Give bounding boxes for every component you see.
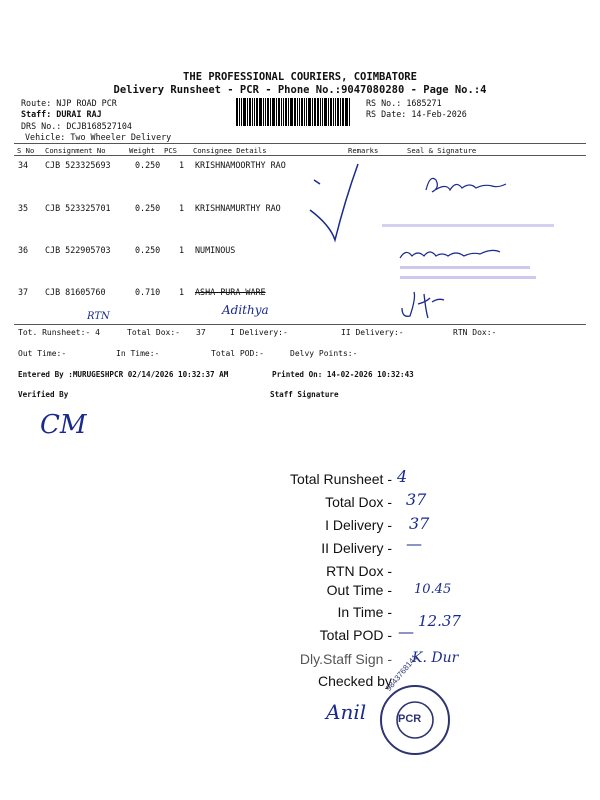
barcode-bar: [342, 98, 344, 126]
barcode-bar: [288, 98, 289, 126]
barcode-bar: [249, 98, 251, 126]
col-pcs: PCS: [164, 146, 177, 155]
row-36-sno: 36: [18, 245, 29, 255]
barcode-bar: [272, 98, 275, 126]
sum-checked-by-label: Checked by: [318, 673, 392, 689]
barcode-bar: [239, 98, 240, 126]
signature-row-37-icon: [396, 288, 456, 324]
sum-in-time-label: In Time -: [337, 604, 392, 620]
row-34-sno: 34: [18, 160, 29, 170]
row-37-sno: 37: [18, 287, 29, 297]
barcode-bar: [241, 98, 242, 126]
company-title: THE PROFESSIONAL COURIERS, COIMBATORE: [183, 71, 417, 83]
row-36-weight: 0.250: [135, 245, 161, 255]
seal-text: PCR: [398, 713, 422, 725]
handwritten-rtn: RTN: [87, 311, 110, 322]
vehicle-text: Vehicle: Two Wheeler Delivery: [25, 132, 172, 142]
out-time: Out Time:-: [18, 349, 67, 358]
staff-signature: Staff Signature: [270, 390, 339, 399]
barcode-bar: [290, 98, 293, 126]
sum-i-delivery-label: I Delivery -: [325, 517, 392, 533]
in-time: In Time:-: [116, 349, 160, 358]
barcode-bar: [324, 98, 327, 126]
barcode-bar: [333, 98, 334, 126]
col-sno: S No: [17, 146, 35, 155]
barcode-bar: [328, 98, 329, 126]
sum-in-time-value: 12.37: [418, 612, 461, 630]
barcode-bar: [294, 98, 296, 126]
signature-row-36-icon: [396, 240, 536, 288]
barcode-bar: [270, 98, 271, 126]
tick-mark-icon: [300, 150, 380, 250]
rs-number: RS No.: 1685271: [366, 98, 442, 108]
stamp-signature: Anil: [326, 700, 367, 724]
sum-total-dox-label: Total Dox -: [325, 494, 392, 510]
barcode-bar: [263, 98, 264, 126]
sum-ii-delivery-label: II Delivery -: [321, 540, 392, 556]
barcode: [236, 98, 362, 126]
barcode-bar: [320, 98, 321, 126]
drs-number: DRS No.: DCJB168527104: [21, 121, 132, 131]
printed-on: Printed On: 14-02-2026 10:32:43: [272, 370, 414, 379]
barcode-bar: [256, 98, 258, 126]
verified-by: Verified By: [18, 390, 69, 399]
row-35-consignee: KRISHNAMURTHY RAO: [195, 203, 281, 213]
barcode-bar: [265, 98, 266, 126]
sum-total-pod-value: —: [398, 622, 414, 641]
row-35-pcs: 1: [179, 203, 185, 213]
sum-i-delivery-value: 37: [409, 514, 430, 533]
entered-by: Entered By :MURUGESHPCR 02/14/2026 10:32:37 AM: [18, 370, 229, 379]
row-34-pcs: 1: [179, 160, 185, 170]
row-36-consignee: NUMINOUS: [195, 245, 236, 255]
sum-rtn-dox-label: RTN Dox -: [326, 563, 392, 579]
barcode-bar: [276, 98, 277, 126]
barcode-bar: [349, 98, 350, 126]
row-37-weight: 0.710: [135, 287, 161, 297]
runsheet-subtitle: Delivery Runsheet - PCR - Phone No.:9047080280 - Page No.:4: [113, 84, 487, 96]
table-top-rule: [14, 143, 586, 144]
row-34-consignment: CJB 523325693: [45, 160, 111, 170]
col-seal-signature: Seal & Signature: [407, 146, 477, 155]
row-35-consignment: CJB 523325701: [45, 203, 111, 213]
barcode-bar: [236, 98, 238, 126]
barcode-bar: [297, 98, 298, 126]
staff-text: Staff: DURAI RAJ: [21, 109, 102, 119]
barcode-bar: [335, 98, 336, 126]
seal-number: 9843768141: [384, 652, 420, 693]
barcode-bar: [306, 98, 307, 126]
rtn-dox: RTN Dox:-: [453, 328, 497, 337]
barcode-bar: [317, 98, 319, 126]
verified-initials: CM: [40, 410, 87, 440]
barcode-bar: [345, 98, 348, 126]
faded-stamp-line-35: [382, 224, 554, 227]
barcode-bar: [247, 98, 248, 126]
barcode-bar: [259, 98, 262, 126]
handwritten-adithya: Adithya: [222, 303, 269, 317]
total-dox-value: 37: [196, 328, 206, 337]
barcode-bar: [322, 98, 323, 126]
barcode-bar: [285, 98, 287, 126]
total-pod: Total POD:-: [211, 349, 264, 358]
barcode-bar: [308, 98, 311, 126]
ii-delivery: II Delivery:-: [341, 328, 404, 337]
row-37-pcs: 1: [179, 287, 185, 297]
barcode-bar: [340, 98, 341, 126]
sum-total-dox-value: 37: [406, 490, 427, 509]
barcode-bar: [312, 98, 313, 126]
row-37-consignee: ASHA PURA WARE: [195, 287, 266, 297]
barcode-bar: [299, 98, 300, 126]
row-35-weight: 0.250: [135, 203, 161, 213]
table-bottom-rule: [14, 324, 586, 325]
delvy-points: Delvy Points:-: [290, 349, 358, 358]
sum-total-pod-label: Total POD -: [319, 627, 392, 643]
sum-dly-staff-sign-label: Dly.Staff Sign -: [299, 651, 392, 667]
sum-out-time-label: Out Time -: [326, 582, 392, 598]
sum-staff-signature: K. Dur: [412, 650, 459, 666]
col-consignee: Consignee Details: [193, 146, 267, 155]
barcode-bar: [252, 98, 253, 126]
barcode-bar: [301, 98, 303, 126]
rs-date: RS Date: 14-Feb-2026: [366, 109, 467, 119]
tot-runsheet: Tot. Runsheet:- 4: [18, 328, 100, 337]
barcode-bar: [304, 98, 305, 126]
barcode-bar: [278, 98, 280, 126]
row-35-sno: 35: [18, 203, 29, 213]
sum-total-runsheet-value: 4: [397, 467, 408, 486]
sum-out-time-value: 10.45: [414, 582, 452, 597]
sum-total-runsheet-label: Total Runsheet -: [290, 471, 392, 487]
barcode-bar: [281, 98, 282, 126]
barcode-bar: [267, 98, 269, 126]
i-delivery: I Delivery:-: [230, 328, 288, 337]
col-weight: Weight: [129, 146, 155, 155]
row-36-pcs: 1: [179, 245, 185, 255]
total-dox-label: Total Dox:-: [127, 328, 180, 337]
row-37-consignment: CJB 81605760: [45, 287, 106, 297]
barcode-bar: [254, 98, 255, 126]
route-text: Route: NJP ROAD PCR: [21, 98, 117, 108]
barcode-bar: [243, 98, 246, 126]
barcode-bar: [283, 98, 284, 126]
sum-ii-delivery-value: —: [406, 534, 422, 553]
barcode-bar: [337, 98, 339, 126]
row-34-consignee: KRISHNAMOORTHY RAO: [195, 160, 286, 170]
signature-row-34-icon: [420, 170, 510, 200]
col-consignment: Consignment No: [45, 146, 106, 155]
row-36-consignment: CJB 522905703: [45, 245, 111, 255]
row-34-weight: 0.250: [135, 160, 161, 170]
barcode-bar: [314, 98, 316, 126]
col-remarks: Remarks: [348, 146, 379, 155]
barcode-bar: [330, 98, 332, 126]
